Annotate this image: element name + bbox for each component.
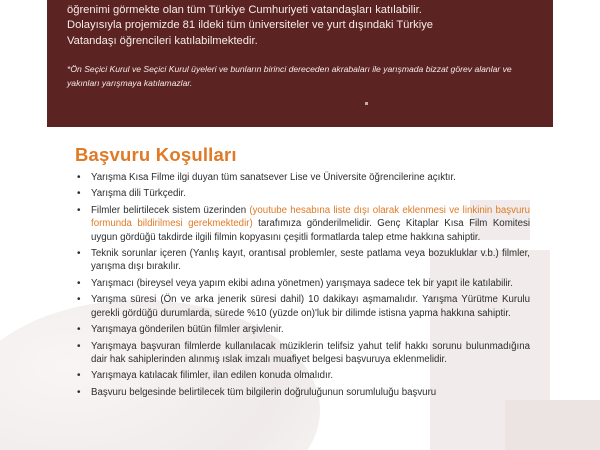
list-item — [75, 369, 530, 382]
intro-line: Vatandaşı öğrencileri katılabilmektedir. — [67, 34, 258, 47]
intro-panel — [47, 0, 553, 127]
bullet-icon: • — [77, 188, 81, 200]
bullet-icon: • — [77, 370, 81, 382]
list-item — [75, 187, 530, 200]
section-title: Başvuru Koşulları — [75, 144, 237, 165]
bullet-icon: • — [77, 277, 81, 289]
condition-text: Filmler belirtilecek sistem üzerinden — [91, 204, 250, 216]
decorative-dot — [365, 102, 368, 105]
condition-highlight: (youtube hesabına liste dışı olarak eklenmesi ve linkinin başvuru formunda bildirilmesi gerekmektedir) — [91, 204, 530, 230]
intro-line: öğrenimi görmekte olan tüm Türkiye Cumhuriyeti vatandaşları katılabilir. — [67, 4, 422, 16]
bullet-icon: • — [77, 340, 81, 352]
list-item — [75, 293, 530, 320]
condition-text: Yarışma Kısa Filme ilgi duyan tüm sanatsever Lise ve Üniversite öğrencilerine açıktır. — [91, 172, 456, 183]
condition-text: Başvuru belgesinde belirtilecek tüm bilgilerin doğruluğunun sorumluluğu başvuru — [91, 386, 437, 398]
condition-text: Yarışmaya katılacak filimler, ilan edilen konuda olmalıdır. — [91, 370, 334, 382]
intro-line: Dolayısıyla projemizde 81 ildeki tüm üniversiteler ve yurt dışındaki Türkiye — [67, 19, 434, 32]
condition-text: Yarışma süresi (Ön ve arka jenerik süresi dahil) 10 dakikayı aşmamalıdır. Yarışma Yürütme Kurulu gerekli gördüğü durumlarda, sürede %10 (yüzde on)'luk bir dilimde istisna yapma hakkına sahiptir. — [91, 294, 530, 319]
condition-text: tarafımıza gönderilmelidir. Genç Kitaplar Kısa Film Komitesi uygun gördüğü takdirde ilgili filmin kopyasını çeşitli formatlarda talep etme hakkına sahiptir. — [91, 218, 530, 243]
eligibility-note: *Ön Seçici Kurul ve Seçici Kurul üyeleri ve bunların birinci dereceden akrabaları ile yarışmada bizzat görev alanlar ve yakınları yarışmaya katılamazlar. — [67, 64, 512, 88]
condition-text: Yarışmacı (bireysel veya yapım ekibi adına yönetmen) yarışmaya sadece tek bir yapıt ile katılabilir. — [91, 277, 513, 289]
condition-text: Yarışma dili Türkçedir. — [91, 188, 186, 200]
list-item — [75, 386, 530, 399]
bullet-icon: • — [77, 324, 81, 336]
bullet-icon: • — [77, 294, 81, 306]
condition-text: Teknik sorunlar içeren (Yanlış kayıt, orantısal problemler, seste patlama veya bozukluklar v.b.) filmler, yarışma dışı bırakılır. — [91, 248, 530, 273]
list-item — [75, 247, 530, 274]
condition-text: Yarışmaya başvuran filmlerde kullanılacak müziklerin telifsiz yahut telif hakkı sorunu bulunmadığına dair hak sahiplerinden alınmış ıslak imzalı muafiyet belgesi başvuruya eklenmelidir. — [91, 340, 530, 365]
background-block — [505, 400, 600, 450]
list-item — [75, 323, 530, 336]
list-item — [75, 277, 530, 290]
bullet-icon: • — [77, 204, 81, 216]
list-item — [75, 204, 530, 244]
condition-text: Yarışmaya gönderilen bütün filmler arşivlenir. — [91, 324, 284, 336]
bullet-icon: • — [77, 248, 81, 260]
intro-text — [67, 0, 533, 49]
list-item — [75, 340, 530, 367]
list-item — [75, 171, 530, 184]
bullet-icon: • — [77, 172, 81, 183]
bullet-icon: • — [77, 386, 81, 398]
conditions-list — [75, 171, 530, 402]
